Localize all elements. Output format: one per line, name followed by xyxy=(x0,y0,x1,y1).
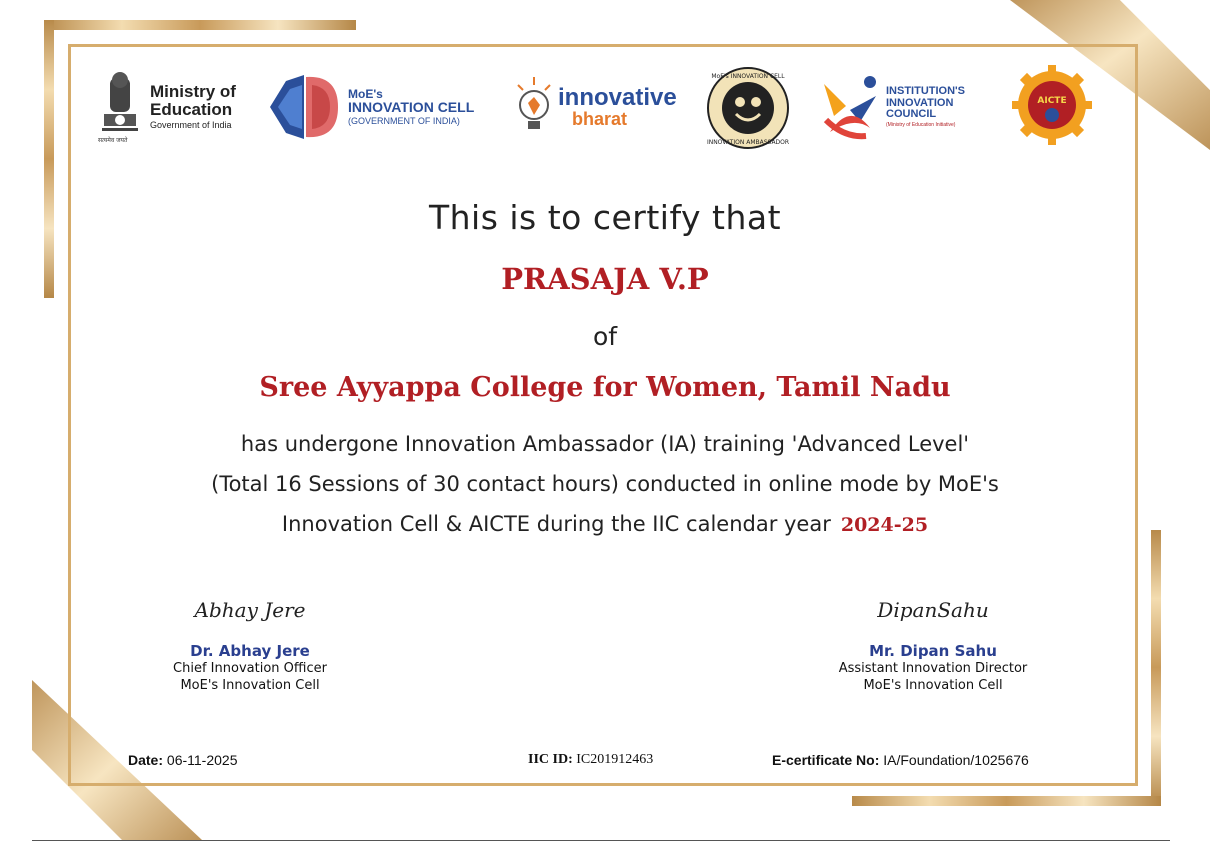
iic-line1: INSTITUTION'S xyxy=(886,85,966,98)
ecertificate-value: IA/Foundation/1025676 xyxy=(883,752,1029,768)
svg-text:MoE's INNOVATION CELL: MoE's INNOVATION CELL xyxy=(711,73,785,80)
date-field xyxy=(128,752,237,768)
moe-cell-line3: (GOVERNMENT OF INDIA) xyxy=(348,115,460,126)
calendar-year: 2024-25 xyxy=(840,514,929,536)
gold-bar-bottom xyxy=(852,796,1161,806)
body-line-3-text: Innovation Cell & AICTE during the IIC calendar year xyxy=(281,512,831,536)
signatory-right-name: Mr. Dipan Sahu xyxy=(869,642,997,660)
gold-bar-left xyxy=(44,20,54,298)
iic-logo xyxy=(820,66,965,148)
body-line-2: (Total 16 Sessions of 30 contact hours) conducted in online mode by MoE's xyxy=(211,472,999,496)
signatory-left-name: Dr. Abhay Jere xyxy=(190,642,310,660)
date-label: Date: xyxy=(128,752,164,768)
moe-cell-line1: MoE's xyxy=(348,86,383,101)
motto-text: सत्यमेव जयते xyxy=(98,137,128,144)
ministry-line3: Government of India xyxy=(150,120,232,131)
signatory-right-role2: MoE's Innovation Cell xyxy=(863,678,1003,693)
bharat-text: bharat xyxy=(572,109,628,130)
iic-line4: (Ministry of Education Initiative) xyxy=(886,121,956,128)
signatory-left-role1: Chief Innovation Officer xyxy=(173,661,327,676)
signature-dipan-sahu: DipanSahu xyxy=(877,598,989,622)
iic-id-label: IIC ID: xyxy=(528,752,573,767)
iic-id-value: IC201912463 xyxy=(576,752,654,767)
gold-bar-top xyxy=(44,20,356,30)
bottom-divider xyxy=(32,840,1170,841)
innovation-ambassador-seal xyxy=(706,67,790,149)
signatory-left-role2: MoE's Innovation Cell xyxy=(180,678,320,693)
ministry-line1: Ministry of xyxy=(150,82,236,102)
aicte-gear-icon xyxy=(1010,63,1094,147)
svg-text:AICTE: AICTE xyxy=(1037,96,1067,106)
ministry-of-education-logo xyxy=(96,66,236,148)
body-line-1: has undergone Innovation Ambassador (IA) training 'Advanced Level' xyxy=(240,432,970,456)
body-line-3 xyxy=(0,512,1210,536)
signatory-right xyxy=(803,598,1063,694)
innovative-bharat-logo xyxy=(512,66,677,148)
ambassador-seal-icon xyxy=(706,66,790,150)
aicte-logo xyxy=(1010,64,1094,146)
signatory-right-role1: Assistant Innovation Director xyxy=(838,661,1028,676)
certify-heading: This is to certify that xyxy=(428,198,782,237)
iic-emblem-icon xyxy=(820,72,882,142)
innovative-text: innovative xyxy=(558,83,677,111)
date-value: 06-11-2025 xyxy=(166,752,238,768)
moe-cell-line2: INNOVATION CELL xyxy=(348,99,475,116)
iic-id-field xyxy=(528,752,653,768)
lightbulb-icon xyxy=(512,75,556,139)
emblem-icon xyxy=(96,70,144,144)
of-text: of xyxy=(592,322,618,351)
brain-icon xyxy=(266,71,342,143)
recipient-name: PRASAJA V.P xyxy=(501,262,709,296)
iic-line3: COUNCIL xyxy=(886,108,937,121)
svg-text:INNOVATION AMBASSADOR: INNOVATION AMBASSADOR xyxy=(706,139,790,146)
college-name: Sree Ayyappa College for Women, Tamil Nadu xyxy=(259,372,951,403)
ministry-line2: Education xyxy=(150,100,233,120)
gold-bar-right xyxy=(1151,530,1161,805)
signature-abhay-jere: Abhay Jere xyxy=(194,598,306,622)
moe-innovation-cell-logo xyxy=(266,66,474,148)
signatory-left xyxy=(120,598,380,694)
ecertificate-field xyxy=(772,752,1029,768)
iic-line2: INNOVATION xyxy=(886,96,954,109)
ecertificate-label: E-certificate No: xyxy=(772,752,880,768)
